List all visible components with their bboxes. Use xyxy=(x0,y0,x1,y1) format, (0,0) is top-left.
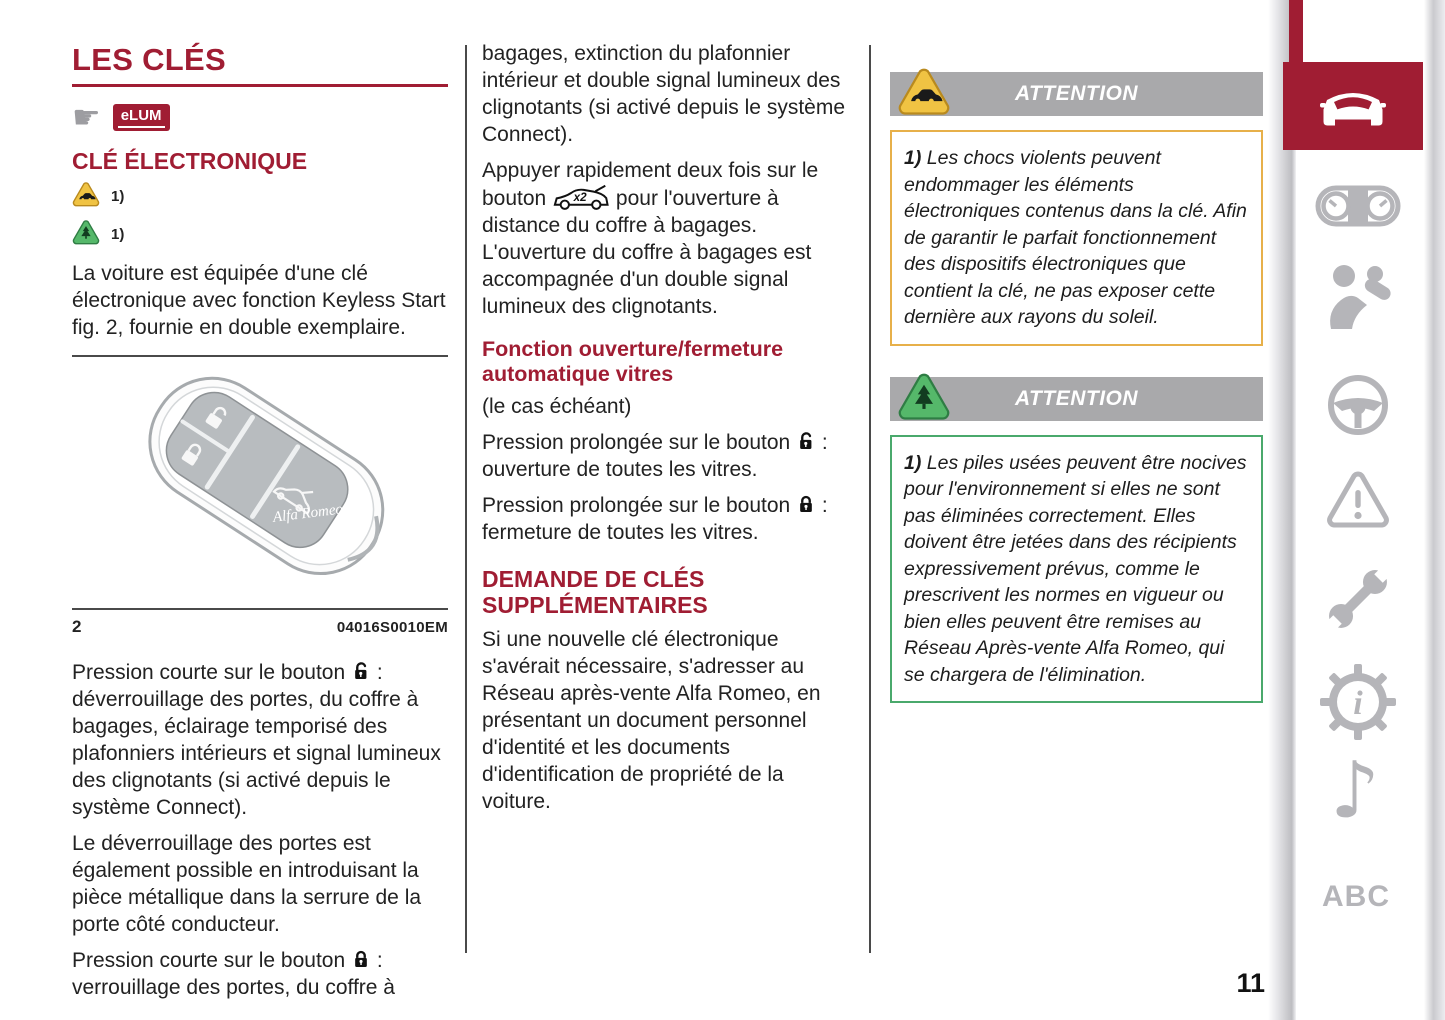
figure-code: 04016S0010EM xyxy=(336,619,448,637)
warning-box-green xyxy=(890,435,1263,704)
text-run: : déverrouillage des portes, du coffre à bagages, éclairage temporisé des plafonniers intérieurs et signal lumineux des clignotants (si activé depuis le système Connect). xyxy=(72,661,441,820)
text-run: Pression courte sur le bouton xyxy=(72,661,351,685)
airbag-safety-icon xyxy=(1322,263,1394,337)
attention-label: ATTENTION xyxy=(1014,386,1139,410)
attention-label: ATTENTION xyxy=(1014,82,1139,105)
warning-text: Les piles usées peuvent être nocives pour l'environnement si elles ne sont pas éliminées correctement. Elles doivent être jetées dans des récipients expressivement prévus, comme le prescrivent les normes en vigueur ou bien elles peuvent être remises au Réseau Après-vente Alfa Romeo, qui se chargera de l'élimination. xyxy=(904,451,1247,686)
pointing-hand-icon: ☛ xyxy=(72,98,101,136)
section-heading: CLÉ ÉLECTRONIQUE xyxy=(72,148,308,174)
warning-reference xyxy=(72,219,448,250)
paragraph xyxy=(482,40,850,148)
warning-tree-triangle-icon xyxy=(72,219,100,250)
text-run: bagages, extinction du plafonnier intérieur et double signal lumineux des clignotants (si activé depuis le système Connect). xyxy=(482,42,845,146)
paragraph xyxy=(482,492,850,546)
warning-lead: 1) xyxy=(904,451,922,474)
elum-badge: eLUM xyxy=(113,104,170,131)
sidebar-tab-dashboard[interactable] xyxy=(1314,183,1402,234)
text-run: Pression courte sur le bouton xyxy=(72,949,351,973)
wrench-icon xyxy=(1319,560,1397,638)
text-run: pour l'ouverture à distance du coffre à bagages. L'ouverture du coffre à bagages est accompagnée d'un double signal lumineux des clignotants. xyxy=(482,187,812,318)
warning-tree-triangle-icon xyxy=(897,371,951,426)
sidebar-tab-emergency[interactable] xyxy=(1325,470,1391,535)
paragraph xyxy=(72,659,448,821)
attention-bar-1 xyxy=(890,72,1263,116)
title-rule xyxy=(72,84,448,87)
info-gear-icon xyxy=(1318,662,1398,742)
text-run: : ouverture de toutes les vitres. xyxy=(482,431,828,481)
warning-car-triangle-icon xyxy=(897,66,951,121)
section2-heading: DEMANDE DE CLÉS SUPPLÉMENTAIRES xyxy=(482,566,708,618)
warning-text: Les chocs violents peuvent endommager les éléments électroniques contenus dans la clé. Afin de garantir le parfait fonctionnement des dispositifs électroniques que contient la clé, ne pas exposer cette dernière aux rayons du soleil. xyxy=(904,147,1247,328)
left-column xyxy=(72,44,448,1010)
middle-paragraphs-top xyxy=(482,40,850,320)
text-run: Pression prolongée sur le bouton xyxy=(482,431,797,454)
text-run: Pression prolongée sur le bouton xyxy=(482,494,797,517)
text-run: Le déverrouillage des portes est également possible en introduisant la pièce métallique dans la serrure de la porte côté conducteur. xyxy=(72,832,422,937)
warnings-column xyxy=(890,72,1263,734)
intro-paragraph: La voiture est équipée d'une clé électronique avec fonction Keyless Start fig. 2, fournie en double exemplaire. xyxy=(72,262,446,340)
page-edge-gradient-right xyxy=(1424,0,1445,1020)
warning-box-yellow xyxy=(890,130,1263,346)
middle-column xyxy=(482,40,850,824)
key-fob-illustration xyxy=(72,365,448,597)
dashboard-gauges-icon xyxy=(1314,183,1402,229)
warning-reference-label: 1) xyxy=(111,188,125,206)
music-note-icon: ♪ xyxy=(1330,746,1380,836)
svg-text:i: i xyxy=(1353,685,1363,722)
sidebar-tab-multimedia[interactable] xyxy=(1330,746,1380,836)
attention-bar-2 xyxy=(890,377,1263,421)
warning-car-triangle-icon xyxy=(72,181,100,212)
figure-caption xyxy=(72,617,448,637)
warning-reference xyxy=(72,181,448,212)
lock-closed-icon xyxy=(796,494,816,517)
lock-closed-icon xyxy=(351,949,371,972)
left-paragraphs xyxy=(72,659,448,1001)
text-run: : fermeture de toutes les vitres. xyxy=(482,494,828,544)
page-number: 11 xyxy=(1236,968,1265,998)
section2-paragraph: Si une nouvelle clé électronique s'avérait nécessaire, s'adresser au Réseau après-vente Alfa Romeo, en présentant un document personnel d'identité et les documents d'identification de propriété de la voiture. xyxy=(482,628,821,813)
column-divider xyxy=(869,45,871,953)
sidebar-tab-safety[interactable] xyxy=(1322,263,1394,342)
sidebar-tab-technical-info[interactable] xyxy=(1318,662,1398,747)
active-tab-strip xyxy=(1289,0,1303,62)
subsection-note: (le cas échéant) xyxy=(482,395,632,418)
lock-open-icon xyxy=(351,661,371,684)
warning-reference-label: 1) xyxy=(111,226,125,244)
sidebar-tab-car[interactable] xyxy=(1283,62,1423,150)
sidebar-tab-maintenance[interactable] xyxy=(1319,560,1397,643)
warning-reference-list xyxy=(72,181,448,250)
figure-number: 2 xyxy=(72,617,82,637)
lock-open-icon xyxy=(796,431,816,454)
warning-triangle-icon xyxy=(1325,470,1391,530)
key-brand-script: Alfa Romeo xyxy=(272,501,344,527)
page-title: LES CLÉS xyxy=(72,42,226,77)
paragraph xyxy=(72,830,448,938)
steering-wheel-icon xyxy=(1326,373,1390,437)
column-divider xyxy=(465,45,467,953)
elum-reference xyxy=(72,98,448,136)
warning-lead: 1) xyxy=(904,147,922,169)
subsection-paragraphs xyxy=(482,429,850,546)
paragraph xyxy=(72,947,448,1001)
paragraph xyxy=(482,157,850,320)
sidebar-tab-driving[interactable] xyxy=(1326,373,1390,442)
page-edge-gradient-left xyxy=(1268,0,1296,1020)
sidebar-tab-index[interactable]: ABC xyxy=(1322,880,1390,913)
key-fob-figure xyxy=(72,355,448,610)
car-front-icon xyxy=(1315,76,1391,136)
paragraph xyxy=(482,429,850,483)
text-run: : verrouillage des portes, du coffre à xyxy=(72,949,395,1000)
text-run: Appuyer rapidement deux fois sur le bouton xyxy=(482,159,819,210)
svg-text:x2: x2 xyxy=(573,191,587,205)
subsection-heading: Fonction ouverture/fermeture automatique vitres xyxy=(482,337,784,386)
car-x2-icon xyxy=(552,187,610,210)
